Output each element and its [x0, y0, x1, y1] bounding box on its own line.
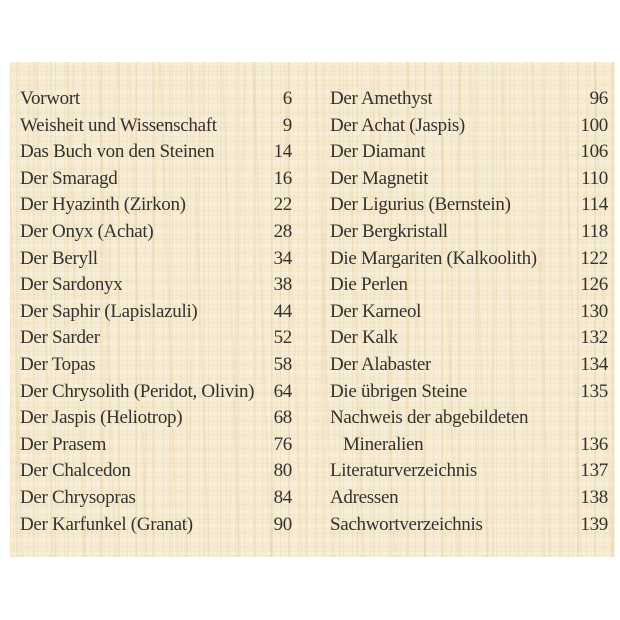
toc-entry: [20, 113, 292, 140]
toc-entry: [20, 405, 292, 432]
toc-entry: [20, 432, 292, 459]
toc-entry-title: Der Diamant: [330, 141, 426, 163]
toc-entry-title: Der Jaspis (Heliotrop): [20, 407, 183, 429]
toc-entry-title: Der Sarder: [20, 327, 100, 349]
toc-entry-page-number: 38: [273, 274, 292, 296]
toc-entry-page-number: 110: [581, 167, 608, 189]
toc-entry-page-number: 68: [273, 407, 292, 429]
toc-entry-title: Der Kalk: [330, 327, 398, 349]
toc-entry-title: Der Magnetit: [330, 167, 429, 189]
toc-entry-page-number: 14: [273, 141, 292, 163]
toc-entry-page-number: 44: [273, 300, 292, 322]
toc-entry-title: Der Saphir (Lapislazuli): [20, 300, 198, 322]
toc-entry-title: Der Chrysopras: [20, 486, 136, 508]
toc-entry-title: Der Sardonyx: [20, 274, 123, 296]
toc-entry-page-number: 134: [580, 353, 608, 375]
toc-entry-title: Mineralien: [343, 433, 424, 455]
toc-entry: [330, 139, 608, 166]
toc-entry-title: Der Karfunkel (Granat): [20, 513, 193, 535]
toc-entry-page-number: 58: [273, 353, 292, 375]
toc-entry-title: Der Alabaster: [330, 353, 432, 375]
toc-entry: [330, 458, 608, 485]
toc-entry-page-number: 76: [273, 433, 292, 455]
toc-entry: [330, 432, 608, 459]
toc-entry-page-number: 80: [273, 460, 292, 482]
toc-entry: [330, 166, 608, 193]
toc-entry: [20, 192, 292, 219]
toc-entry: [330, 405, 608, 432]
toc-entry-page-number: 90: [273, 513, 292, 535]
toc-entry-title: Der Hyazinth (Zirkon): [20, 194, 186, 216]
toc-entry: [20, 139, 292, 166]
toc-entry-title: Vorwort: [20, 88, 80, 109]
toc-entry-page-number: 84: [273, 486, 292, 508]
toc-entry-page-number: 114: [581, 194, 608, 216]
toc-entry-page-number: 9: [282, 114, 292, 136]
toc-entry: [330, 192, 608, 219]
toc-entry: [20, 219, 292, 246]
toc-entry-title: Der Chrysolith (Peridot, Olivin): [20, 380, 255, 402]
toc-entry: [20, 458, 292, 485]
toc-entry-title: Der Ligurius (Bernstein): [330, 194, 511, 216]
toc-entry: [330, 299, 608, 326]
toc-entry-title: Der Smaragd: [20, 167, 118, 189]
toc-entry-title: Der Onyx (Achat): [20, 220, 154, 242]
toc-entry-page-number: 52: [273, 327, 292, 349]
toc-entry: [20, 485, 292, 512]
toc-entry: [20, 379, 292, 406]
toc-entry-title: Der Bergkristall: [330, 220, 448, 242]
toc-entry-page-number: 138: [580, 486, 608, 508]
toc-entry-page-number: 132: [580, 327, 608, 349]
toc-entry-title: Der Topas: [20, 353, 96, 375]
toc-entry: [330, 512, 608, 539]
toc-entry-page-number: 96: [589, 88, 608, 109]
toc-entry-page-number: 139: [580, 513, 608, 535]
toc-entry-page-number: 126: [580, 274, 608, 296]
table-of-contents-paper: [10, 62, 615, 557]
toc-entry-page-number: 34: [273, 247, 292, 269]
toc-entry-title: Der Achat (Jaspis): [330, 114, 465, 136]
toc-entry-title: Das Buch von den Steinen: [20, 141, 215, 163]
toc-entry-page-number: 22: [273, 194, 292, 216]
toc-entry-title: Die übrigen Steine: [330, 380, 468, 402]
toc-entry: [20, 325, 292, 352]
toc-entry-title: Der Beryll: [20, 247, 98, 269]
toc-entry-title: Der Karneol: [330, 300, 422, 322]
toc-entry: [330, 352, 608, 379]
toc-entry: [20, 299, 292, 326]
toc-entry-title: Sachwortverzeichnis: [330, 513, 483, 535]
toc-entry-page-number: 135: [580, 380, 608, 402]
toc-column-right: [330, 86, 608, 538]
toc-entry: [330, 272, 608, 299]
toc-entry: [330, 113, 608, 140]
toc-entry: [20, 272, 292, 299]
toc-entry-title: Der Chalcedon: [20, 460, 131, 482]
toc-entry: [20, 166, 292, 193]
toc-entry-title: Weisheit und Wissenschaft: [20, 114, 217, 136]
toc-column-left: [20, 86, 292, 538]
toc-entry: [330, 246, 608, 273]
toc-entry: [330, 219, 608, 246]
toc-entry-title: Die Perlen: [330, 274, 408, 296]
toc-entry-page-number: 130: [580, 300, 608, 322]
toc-entry-title: Adressen: [330, 486, 399, 508]
toc-entry-page-number: 136: [580, 433, 608, 455]
toc-entry-title: Die Margariten (Kalkoolith): [330, 247, 537, 269]
toc-entry: [20, 86, 292, 113]
toc-entry: [20, 512, 292, 539]
toc-entry-page-number: 118: [581, 220, 608, 242]
toc-entry-page-number: 28: [273, 220, 292, 242]
toc-entry: [330, 86, 608, 113]
toc-entry-title: Literaturverzeichnis: [330, 460, 477, 482]
toc-entry-page-number: 6: [282, 88, 292, 109]
toc-entry-title: Nachweis der abgebildeten: [330, 407, 529, 429]
toc-entry-page-number: 64: [273, 380, 292, 402]
toc-entry-page-number: 16: [273, 167, 292, 189]
toc-entry-page-number: 122: [580, 247, 608, 269]
toc-entry: [330, 379, 608, 406]
toc-entry: [330, 485, 608, 512]
toc-entry: [20, 246, 292, 273]
toc-entry-title: Der Amethyst: [330, 88, 433, 109]
toc-entry-page-number: 100: [580, 114, 608, 136]
toc-entry: [330, 325, 608, 352]
toc-entry: [20, 352, 292, 379]
toc-entry-title: Der Prasem: [20, 433, 107, 455]
toc-entry-page-number: 106: [580, 141, 608, 163]
toc-entry-page-number: 137: [580, 460, 608, 482]
